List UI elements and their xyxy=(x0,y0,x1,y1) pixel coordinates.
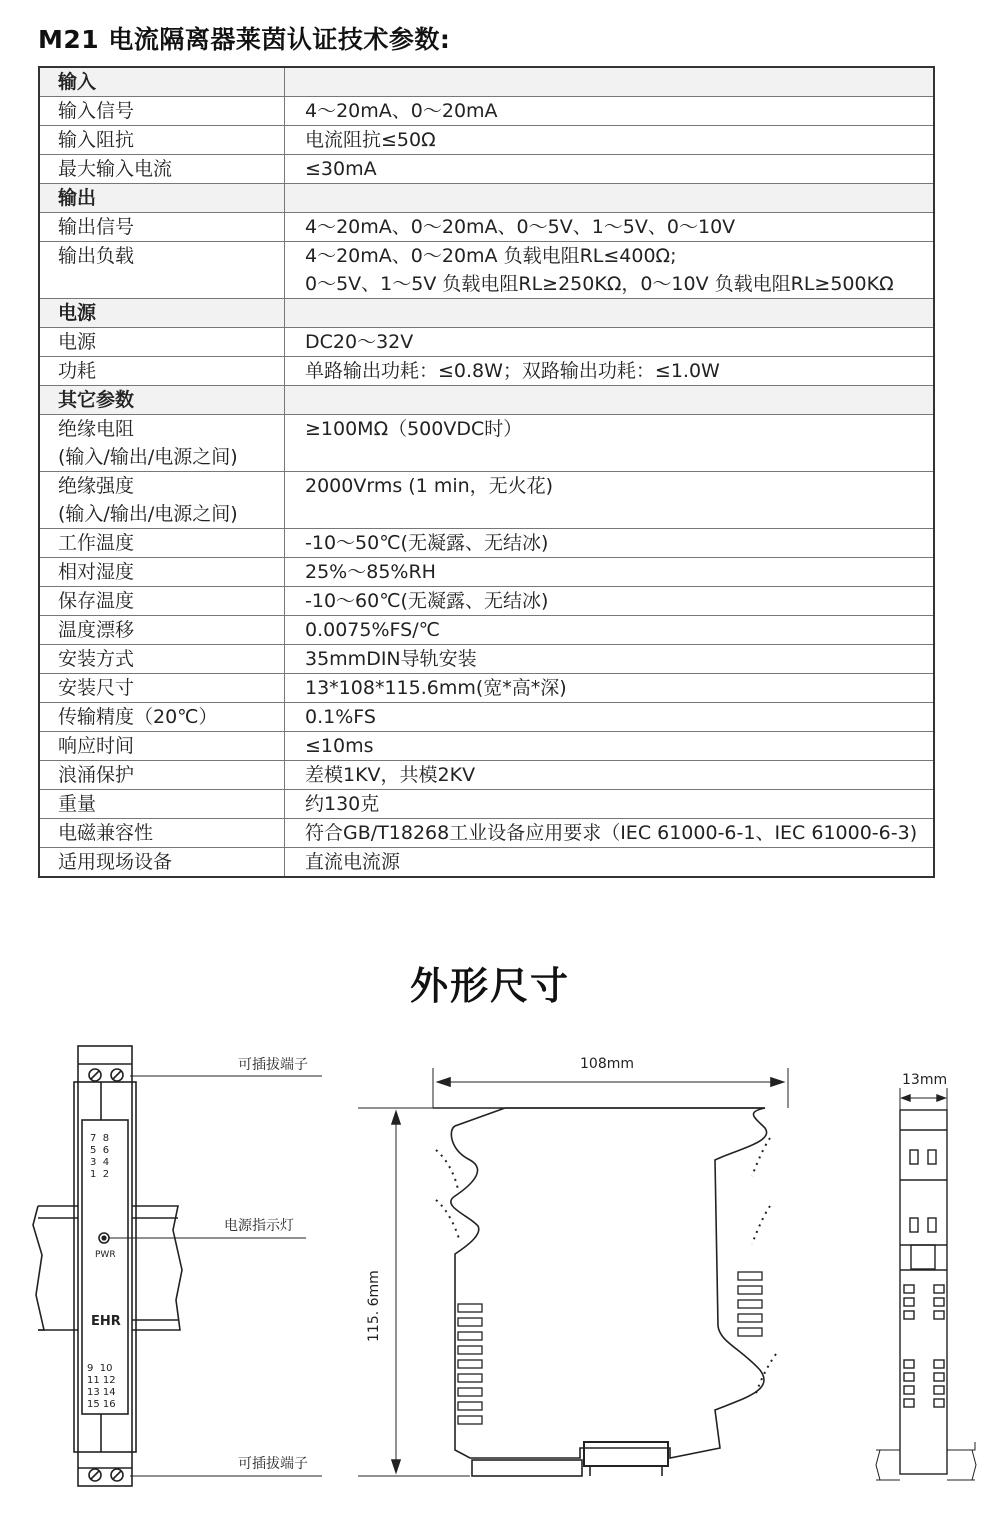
param-value-line: 0.0075%FS/℃ xyxy=(305,619,440,641)
spec-table-body xyxy=(39,67,934,877)
table-row xyxy=(39,126,934,155)
table-row xyxy=(39,761,934,790)
table-row xyxy=(39,848,934,878)
param-value xyxy=(285,328,935,357)
param-value xyxy=(285,616,935,645)
front-view-labels xyxy=(87,1056,308,1472)
param-value-line: 0～5V、1～5V 负载电阻RL≥250KΩ，0～10V 负载电阻RL≥500KΩ xyxy=(305,273,894,295)
param-name xyxy=(39,126,285,155)
param-name-line: 电磁兼容性 xyxy=(58,822,154,844)
param-value xyxy=(285,299,935,328)
pins-top-2: 5 6 xyxy=(90,1145,110,1156)
param-value-line: 2000Vrms (1 min，无火花) xyxy=(305,475,554,497)
section-title xyxy=(39,67,285,97)
section-title xyxy=(39,299,285,328)
param-name-line: 最大输入电流 xyxy=(58,158,173,180)
top-terminal-label: 可插拔端子 xyxy=(238,1057,308,1073)
dimensions-title: 外形尺寸 xyxy=(409,964,570,1008)
param-value-line: 4～20mA、0～20mA xyxy=(305,100,498,122)
param-name-line: 响应时间 xyxy=(58,735,135,757)
param-value xyxy=(285,184,935,213)
param-name-line: 功耗 xyxy=(58,360,97,382)
param-value xyxy=(285,415,935,472)
dimension-drawings xyxy=(0,1030,990,1510)
param-value xyxy=(285,732,935,761)
param-name-line: 重量 xyxy=(58,793,97,815)
table-row xyxy=(39,790,934,819)
param-value-line: -10～50℃(无凝露、无结冰) xyxy=(305,532,549,554)
param-value-line: 35mmDIN导轨安装 xyxy=(305,648,477,670)
section-title xyxy=(39,386,285,415)
table-row xyxy=(39,357,934,386)
param-name-line: 绝缘电阻 xyxy=(58,418,135,440)
pins-top-1: 7 8 xyxy=(90,1133,110,1144)
param-value-line: 13*108*115.6mm(宽*高*深) xyxy=(305,677,567,699)
param-name-line: 传输精度（20℃） xyxy=(58,706,218,728)
pins-top-4: 1 2 xyxy=(90,1169,110,1180)
param-name-line: 电源 xyxy=(58,331,97,353)
spec-table xyxy=(38,66,935,878)
param-value xyxy=(285,126,935,155)
pins-bottom-1: 9 10 xyxy=(87,1363,113,1374)
pins-top-3: 3 4 xyxy=(90,1157,110,1168)
param-value-line: 0.1%FS xyxy=(305,706,376,728)
bottom-terminal-label: 可插拔端子 xyxy=(238,1456,308,1472)
param-value xyxy=(285,242,935,299)
section-row xyxy=(39,386,934,415)
table-row xyxy=(39,328,934,357)
pins-bottom-2: 11 12 xyxy=(87,1375,116,1386)
param-name-line: 其它参数 xyxy=(58,389,135,411)
end-view xyxy=(876,1088,976,1480)
pwr-label: PWR xyxy=(95,1250,116,1260)
param-name xyxy=(39,242,285,299)
pins-bottom-4: 15 16 xyxy=(87,1399,116,1410)
page-heading: M21 电流隔离器莱茵认证技术参数: xyxy=(38,25,451,54)
table-row xyxy=(39,703,934,732)
table-row xyxy=(39,645,934,674)
param-value-line: 4～20mA、0～20mA 负载电阻RL≤400Ω; xyxy=(305,245,677,267)
param-value-line: DC20～32V xyxy=(305,331,414,353)
param-name xyxy=(39,97,285,126)
section-row xyxy=(39,184,934,213)
param-name-line: 输入阻抗 xyxy=(58,129,135,151)
param-name-line: 浪涌保护 xyxy=(58,764,135,786)
table-row xyxy=(39,616,934,645)
param-value-line: ≤10ms xyxy=(305,735,374,757)
param-name xyxy=(39,703,285,732)
table-row xyxy=(39,587,934,616)
param-name xyxy=(39,587,285,616)
pins-bottom-3: 13 14 xyxy=(87,1387,116,1398)
param-name xyxy=(39,558,285,587)
param-name-line: 电源 xyxy=(58,302,97,324)
param-value-line: -10～60℃(无凝露、无结冰) xyxy=(305,590,549,612)
param-name-line: 安装尺寸 xyxy=(58,677,135,699)
param-value-line: 25%～85%RH xyxy=(305,561,436,583)
param-name xyxy=(39,357,285,386)
param-name-line: 温度漂移 xyxy=(58,619,135,641)
param-value xyxy=(285,97,935,126)
table-row xyxy=(39,97,934,126)
param-name-line: 相对湿度 xyxy=(58,561,135,583)
param-value xyxy=(285,703,935,732)
param-value-line: ≥100MΩ（500VDC时） xyxy=(305,418,523,440)
param-name xyxy=(39,472,285,529)
side-view-labels xyxy=(366,1056,634,1342)
table-row xyxy=(39,155,934,184)
section-title xyxy=(39,184,285,213)
section-row xyxy=(39,67,934,97)
param-name-line: 输出负载 xyxy=(58,245,135,267)
param-name xyxy=(39,819,285,848)
param-name xyxy=(39,213,285,242)
param-name xyxy=(39,415,285,472)
param-name xyxy=(39,674,285,703)
param-value xyxy=(285,587,935,616)
param-value xyxy=(285,761,935,790)
param-name-line: (输入/输出/电源之间) xyxy=(58,503,238,525)
param-name xyxy=(39,848,285,878)
param-name xyxy=(39,790,285,819)
width-108-label: 108mm xyxy=(580,1056,634,1072)
param-value-line: 4～20mA、0～20mA、0～5V、1～5V、0～10V xyxy=(305,216,736,238)
param-name xyxy=(39,616,285,645)
param-value xyxy=(285,213,935,242)
table-row xyxy=(39,529,934,558)
param-name-line: 输入 xyxy=(58,71,97,93)
param-value xyxy=(285,819,935,848)
table-row xyxy=(39,472,934,529)
param-value xyxy=(285,848,935,878)
param-value-line: 直流电流源 xyxy=(305,851,401,873)
param-value-line: 单路输出功耗：≤0.8W；双路输出功耗：≤1.0W xyxy=(305,360,720,382)
side-view xyxy=(358,1068,788,1476)
param-value xyxy=(285,790,935,819)
table-row xyxy=(39,732,934,761)
front-view xyxy=(33,1046,322,1486)
param-value-line: 约130克 xyxy=(305,793,380,815)
section-row xyxy=(39,299,934,328)
param-value xyxy=(285,357,935,386)
param-value-line: 符合GB/T18268工业设备应用要求（IEC 61000-6-1、IEC 61000-6-3) xyxy=(305,822,918,844)
param-value-line: 差模1KV，共模2KV xyxy=(305,764,476,786)
param-value xyxy=(285,558,935,587)
param-name xyxy=(39,645,285,674)
end-view-labels xyxy=(902,1072,947,1088)
param-value-line: ≤30mA xyxy=(305,158,377,180)
param-name-line: 安装方式 xyxy=(58,648,135,670)
param-value xyxy=(285,155,935,184)
param-name-line: 输出 xyxy=(58,187,97,209)
param-value xyxy=(285,645,935,674)
height-115-label: 115. 6mm xyxy=(366,1270,382,1342)
param-value xyxy=(285,529,935,558)
brand-label: EHR xyxy=(91,1314,121,1329)
param-value xyxy=(285,472,935,529)
param-value-line: 电流阻抗≤50Ω xyxy=(305,129,436,151)
table-row xyxy=(39,415,934,472)
param-name-line: 输出信号 xyxy=(58,216,135,238)
param-name-line: 输入信号 xyxy=(58,100,135,122)
param-name xyxy=(39,328,285,357)
width-13-label: 13mm xyxy=(902,1072,948,1088)
table-row xyxy=(39,558,934,587)
param-name-line: 适用现场设备 xyxy=(58,851,173,873)
param-value xyxy=(285,67,935,97)
param-value xyxy=(285,386,935,415)
power-led-label: 电源指示灯 xyxy=(224,1218,294,1234)
param-name xyxy=(39,155,285,184)
table-row xyxy=(39,213,934,242)
table-row xyxy=(39,674,934,703)
param-name xyxy=(39,761,285,790)
param-name xyxy=(39,732,285,761)
param-name-line: 保存温度 xyxy=(58,590,135,612)
table-row xyxy=(39,819,934,848)
table-row xyxy=(39,242,934,299)
param-name-line: (输入/输出/电源之间) xyxy=(58,446,238,468)
param-name xyxy=(39,529,285,558)
param-name-line: 绝缘强度 xyxy=(58,475,135,497)
param-name-line: 工作温度 xyxy=(58,532,135,554)
param-value xyxy=(285,674,935,703)
